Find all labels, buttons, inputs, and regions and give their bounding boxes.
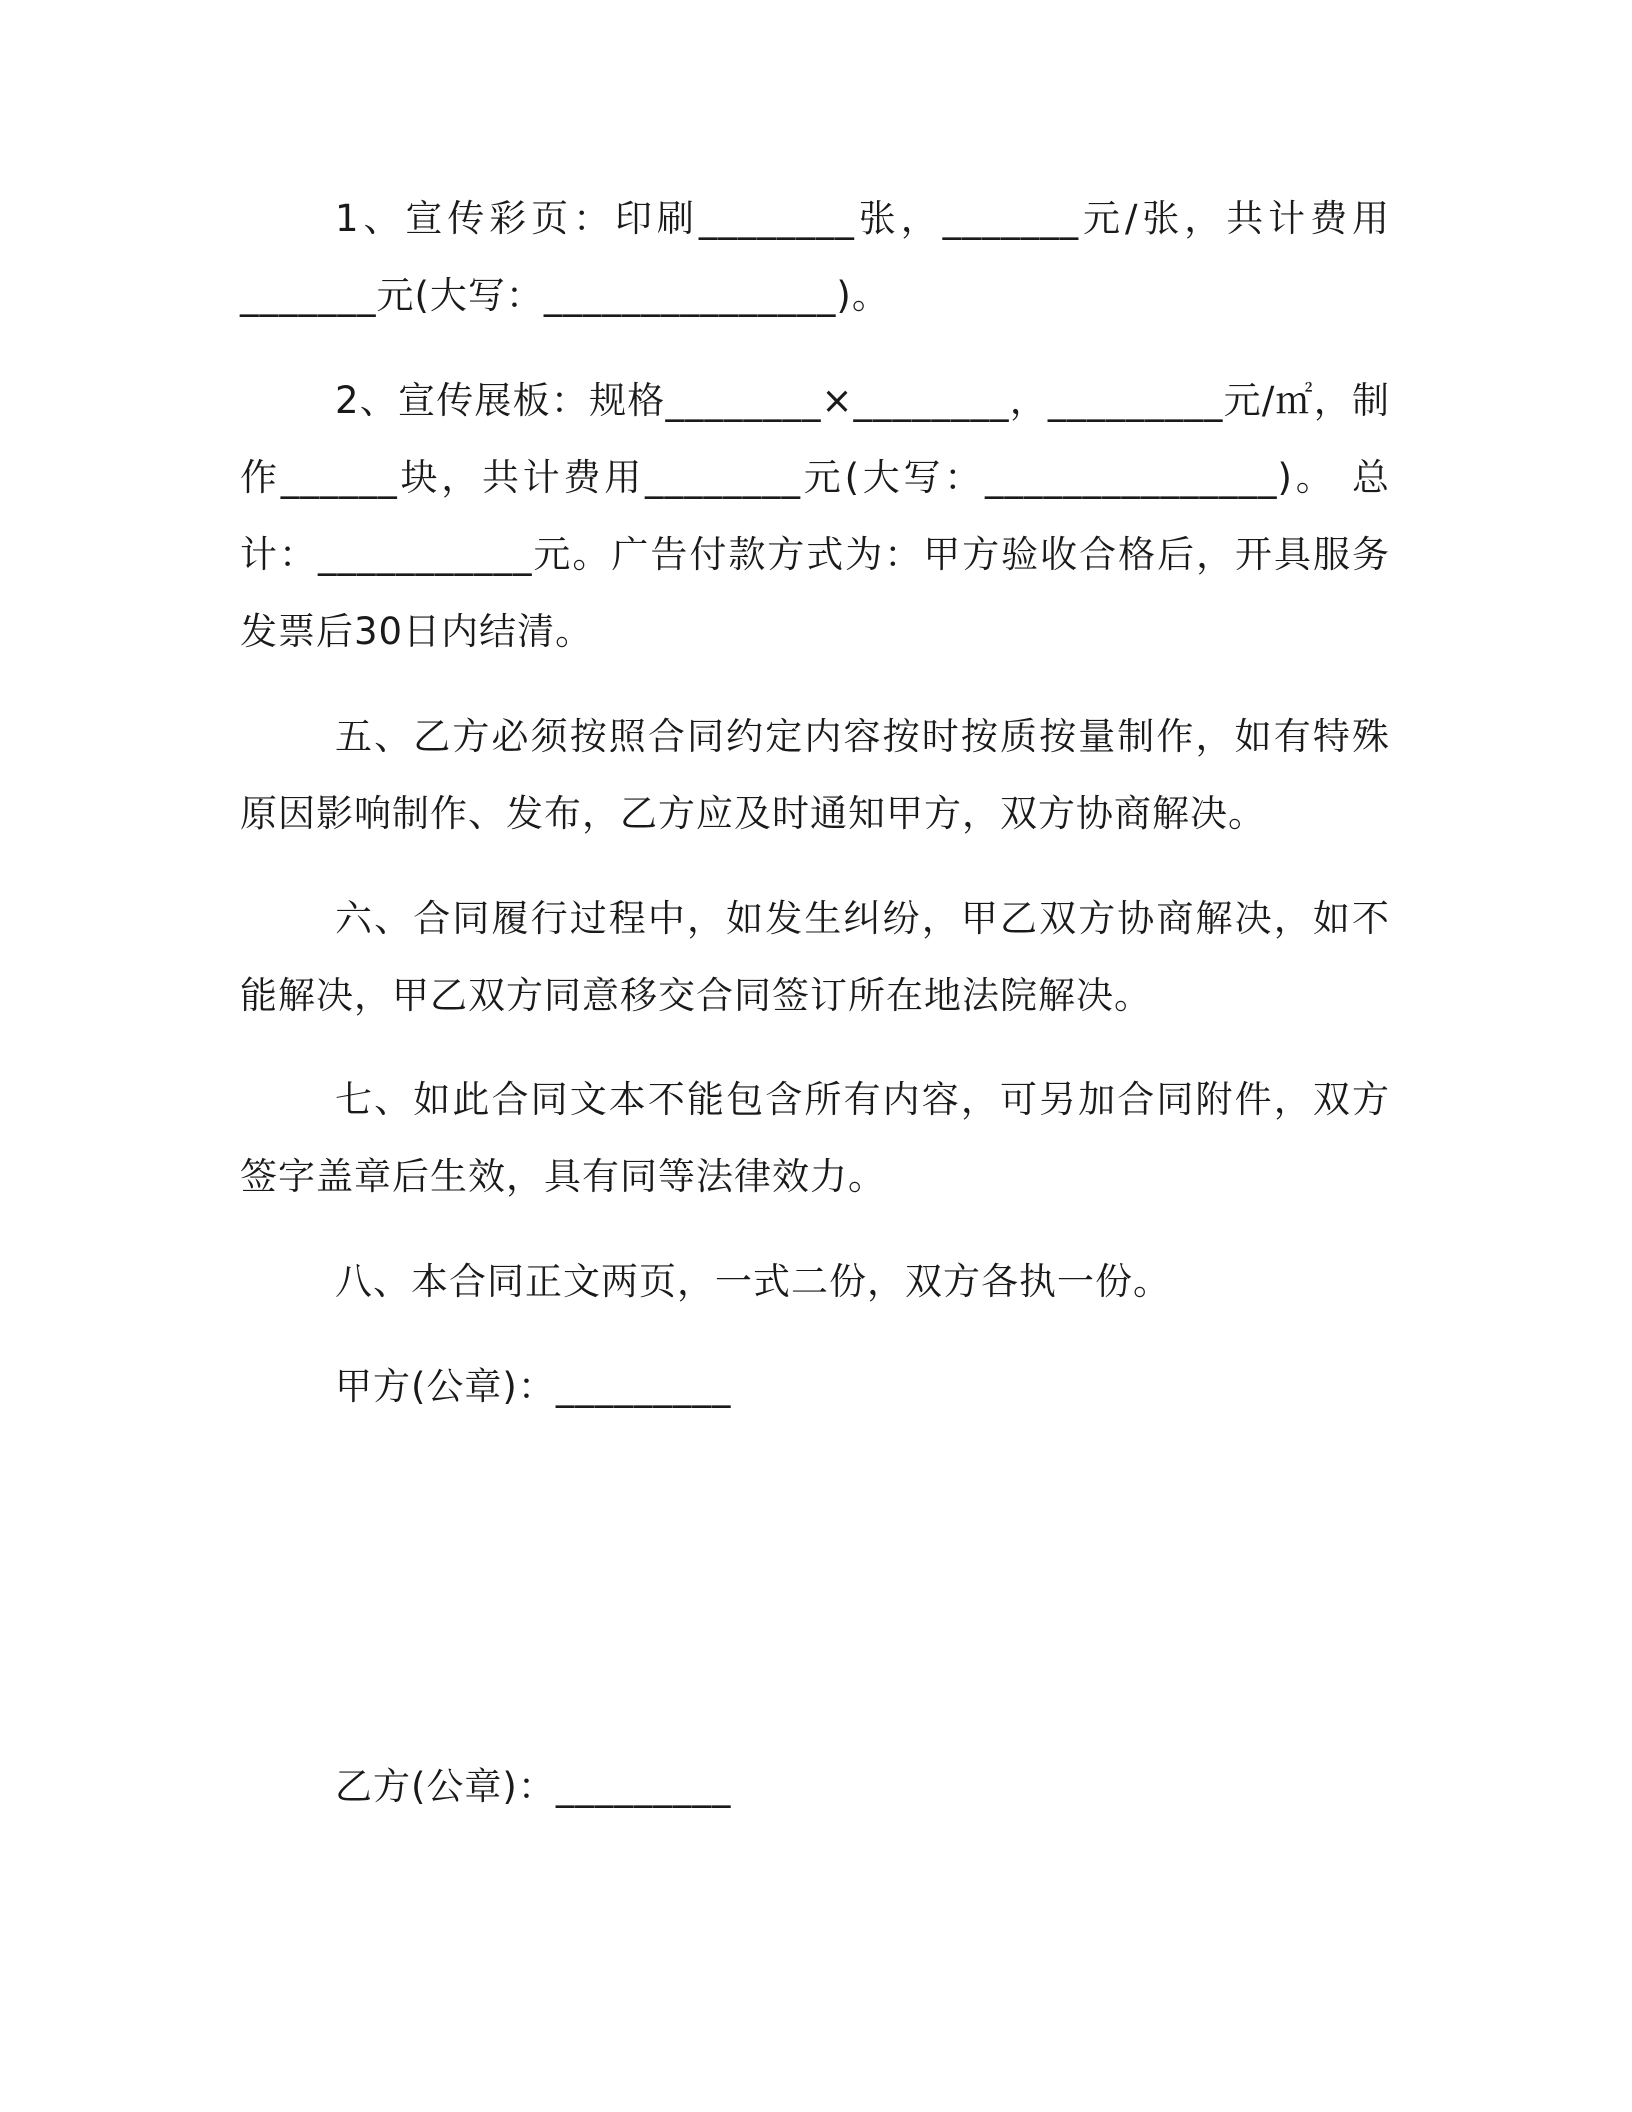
clause-7: 七、如此合同文本不能包含所有内容，可另加合同附件，双方签字盖章后生效，具有同等法律效力。	[240, 1078, 1390, 1198]
clause-5: 五、乙方必须按照合同约定内容按时按质按量制作，如有特殊原因影响制作、发布，乙方应及时通知甲方，双方协商解决。	[240, 715, 1390, 835]
clause-6: 六、合同履行过程中，如发生纠纷，甲乙双方协商解决，如不能解决，甲乙双方同意移交合同签订所在地法院解决。	[240, 897, 1390, 1017]
item-1-color-page: 1、宣传彩页：印刷________张，_______元/张，共计费用_______元(大写：_______________)。	[240, 197, 1390, 317]
party-b-signature: 乙方(公章)：_________	[335, 1765, 732, 1808]
party-a-signature: 甲方(公章)：_________	[335, 1365, 732, 1408]
clause-8: 八、本合同正文两页，一式二份，双方各执一份。	[335, 1260, 1171, 1303]
item-2-display-board: 2、宣传展板：规格________×________，_________元/㎡，制作______块，共计费用________元(大写：_______________)。 总计：___________元。广告付款方式为：甲方验收合格后，开具服务发票后30日内结清。	[240, 379, 1390, 653]
